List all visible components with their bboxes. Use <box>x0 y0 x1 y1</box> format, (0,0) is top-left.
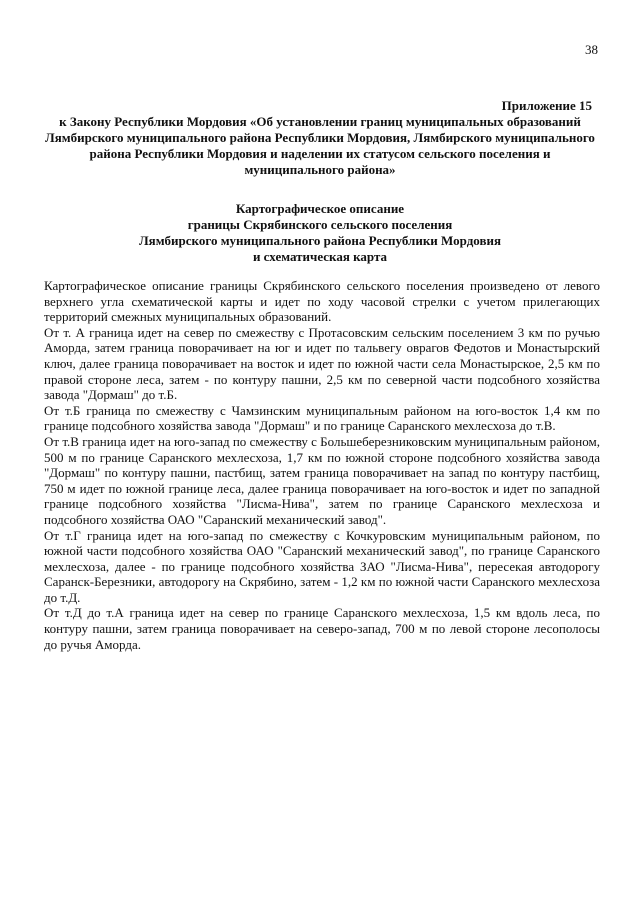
title-line-2: границы Скрябинского сельского поселения <box>187 217 453 232</box>
paragraph-point-g: От т.Г граница идет на юго-запад по смежеству с Кочкуровским муниципальным районом, по южной части подсобного хозяйства ОАО "Саранский механический завод", по границе Саранского мехлесхоза, далее - по границе подсобного хозяйства ЗАО "Лисма-Нива", пересекая автодорогу Саранск-Березники, автодорогу на Скрябино, затем - 1,2 км по южной части Саранского мехлесхоза до т.Д. <box>44 527 600 605</box>
page-number: 38 <box>585 42 598 57</box>
paragraph-point-v: От т.В граница идет на юго-запад по смежеству с Большеберезниковским муниципальным районом, 500 м по границе Саранского мехлесхоза, 1,7 км по южной стороне подсобного хозяйства завода "Дормаш" по контуру пашни, пастбищ, затем граница поворачивает на запад по контуру пастбищ, 750 м идет по южной границе леса, далее граница поворачивает на юго-восток и идет по западной границе подсобного хозяйства "Лисма-Нива", затем по границе Саранского мехлесхоза и подсобного хозяйства ОАО "Саранский механический завод". <box>44 433 600 527</box>
title-line-4: и схематическая карта <box>252 249 388 264</box>
body-text <box>44 278 600 652</box>
paragraph-point-a: От т. А граница идет на север по смежеству с Протасовским сельским поселением 3 км по ручью Аморда, затем граница поворачивает на юг и идет по тальвегу оврагов Федотов и Монастырский ключ, далее граница поворачивает на восток и идет по южной части села Монастырское, 2,5 км по правой стороне леса, затем - по контуру пашни, 2,5 км по северной части подсобного хозяйства завода "Дормаш" до т.Б. <box>44 324 600 403</box>
document-title <box>40 201 600 265</box>
paragraph-point-b: От т.Б граница по смежеству с Чамзинским муниципальным районом на юго-восток 1,4 км по границе подсобного хозяйства завода "Дормаш" и по границе Саранского мехлесхоза до т.В. <box>44 402 600 434</box>
appendix-subtitle: к Закону Республики Мордовия «Об установлении границ муниципальных образований Лямбирского муниципального района Республики Мордовия, Лямбирского муниципального района Республики Мордовия и наделении их статусом сельского поселения и муниципального района» <box>45 114 595 177</box>
title-line-3: Лямбирского муниципального района Республики Мордовия <box>138 233 501 248</box>
paragraph-intro: Картографическое описание границы Скрябинского сельского поселения произведено от левого верхнего угла схематической карты и идет по ходу часовой стрелки с учетом прилегающих территорий смежных муниципальных образований. <box>44 278 600 325</box>
title-line-1: Картографическое описание <box>235 201 405 216</box>
paragraph-point-d: От т.Д до т.А граница идет на север по границе Саранского мехлесхоза, 1,5 км вдоль леса, по контуру пашни, затем граница поворачивает на северо-запад, 700 м по левой стороне лесополосы до ручья Аморда. <box>44 605 600 652</box>
appendix-header <box>40 98 600 178</box>
appendix-label: Приложение 15 <box>501 98 592 113</box>
